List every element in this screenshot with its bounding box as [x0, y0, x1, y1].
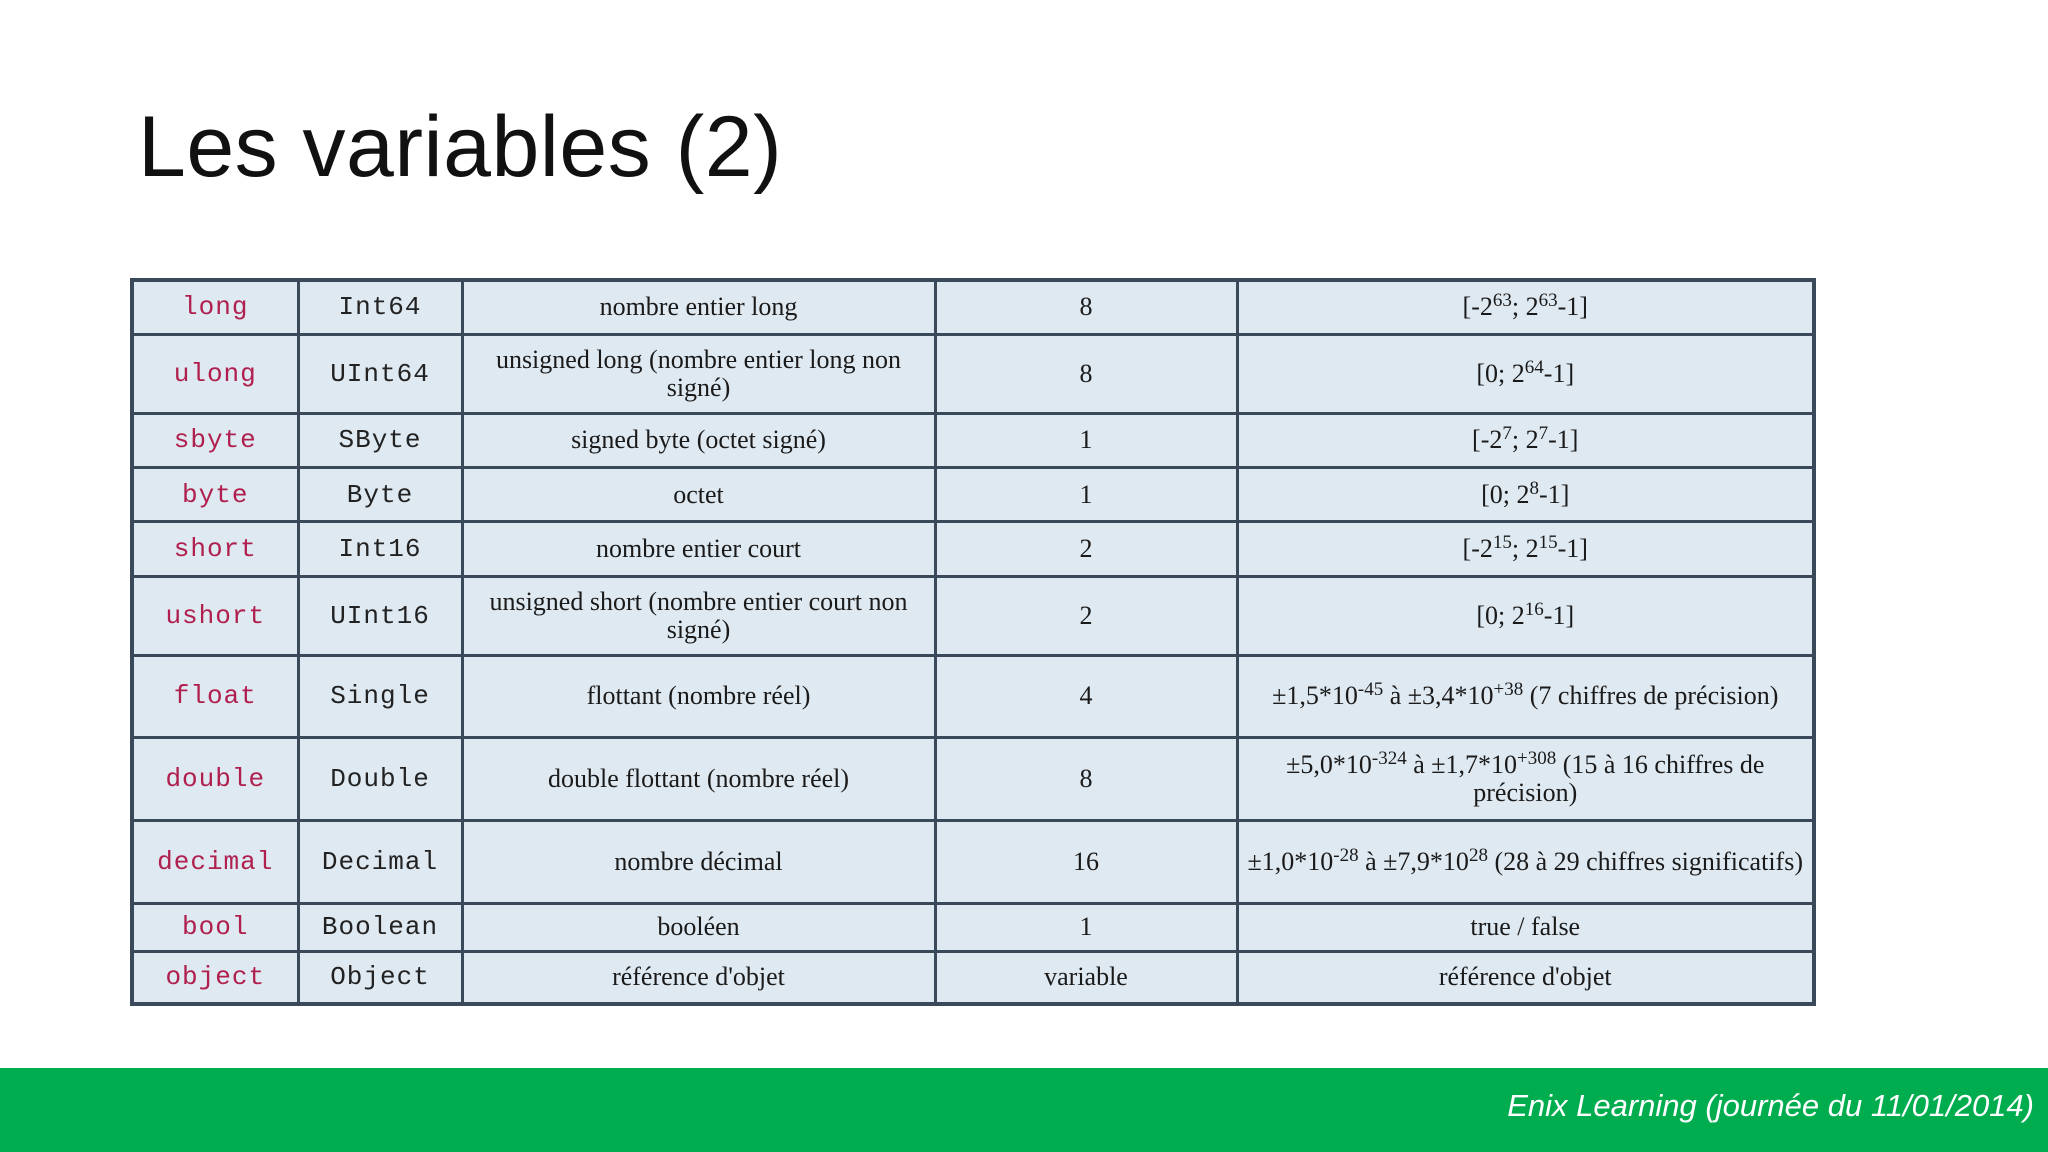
range-text: -1] [1539, 479, 1570, 509]
table-row [132, 903, 1814, 951]
range-cell [1237, 903, 1814, 951]
range-exponent: +308 [1517, 748, 1557, 770]
size-cell: 4 [935, 655, 1237, 738]
clr-type-cell: Single [298, 655, 462, 738]
clr-type-cell: Int64 [298, 280, 462, 334]
clr-type-cell: Byte [298, 468, 462, 522]
range-text: [-2 [1462, 292, 1493, 322]
table-row [132, 951, 1814, 1004]
range-exponent: 15 [1492, 532, 1512, 554]
range-exponent: 63 [1492, 290, 1512, 312]
range-text: (7 chiffres de précision) [1523, 681, 1779, 711]
keyword-cell: bool [132, 903, 298, 951]
range-text: [0; 2 [1481, 479, 1530, 509]
keyword-cell: ushort [132, 576, 298, 655]
range-text: [0; 2 [1476, 600, 1525, 630]
size-cell: 1 [935, 903, 1237, 951]
table-row [132, 576, 1814, 655]
clr-type-cell: UInt16 [298, 576, 462, 655]
range-text: à ±1,7*10 [1406, 750, 1518, 780]
footer-bar [0, 1068, 2048, 1152]
description-cell: signed byte (octet signé) [462, 413, 935, 467]
range-text: -1] [1557, 534, 1588, 564]
range-cell [1237, 951, 1814, 1004]
table-row [132, 820, 1814, 903]
range-exponent: -45 [1357, 679, 1384, 701]
types-table-container [130, 278, 1812, 1006]
range-text: ; 2 [1511, 534, 1539, 564]
table-row [132, 522, 1814, 576]
range-cell [1237, 576, 1814, 655]
range-exponent: 63 [1538, 290, 1558, 312]
keyword-cell: ulong [132, 334, 298, 413]
keyword-cell: short [132, 522, 298, 576]
description-cell: unsigned long (nombre entier long non signé) [462, 334, 935, 413]
range-exponent: -324 [1371, 748, 1407, 770]
range-cell [1237, 522, 1814, 576]
description-cell: nombre décimal [462, 820, 935, 903]
size-cell: 2 [935, 576, 1237, 655]
range-cell [1237, 655, 1814, 738]
range-cell [1237, 280, 1814, 334]
range-exponent: 16 [1524, 598, 1544, 620]
keyword-cell: long [132, 280, 298, 334]
range-text: ±1,0*10 [1247, 846, 1334, 876]
description-cell: octet [462, 468, 935, 522]
range-text: ; 2 [1511, 292, 1539, 322]
footer-text: Enix Learning (journée du 11/01/2014) [1507, 1088, 2034, 1123]
range-cell [1237, 413, 1814, 467]
size-cell: 1 [935, 413, 1237, 467]
clr-type-cell: SByte [298, 413, 462, 467]
range-text: true / false [1470, 912, 1581, 942]
range-exponent: 8 [1529, 477, 1540, 499]
range-text: -1] [1543, 358, 1575, 388]
range-cell [1237, 820, 1814, 903]
description-cell: nombre entier long [462, 280, 935, 334]
clr-type-cell: Int16 [298, 522, 462, 576]
table-row [132, 334, 1814, 413]
table-row [132, 655, 1814, 738]
size-cell: 8 [935, 738, 1237, 821]
clr-type-cell: Double [298, 738, 462, 821]
keyword-cell: double [132, 738, 298, 821]
size-cell: 8 [935, 280, 1237, 334]
table-row [132, 280, 1814, 334]
size-cell: 8 [935, 334, 1237, 413]
description-cell: unsigned short (nombre entier court non signé) [462, 576, 935, 655]
types-table [130, 278, 1816, 1006]
range-text: -1] [1557, 292, 1588, 322]
types-table-body [132, 280, 1814, 1004]
keyword-cell: float [132, 655, 298, 738]
range-exponent: 7 [1538, 423, 1549, 445]
table-row [132, 413, 1814, 467]
description-cell: booléen [462, 903, 935, 951]
range-text: [-2 [1462, 534, 1493, 564]
range-text: référence d'objet [1438, 962, 1612, 992]
range-text: ±5,0*10 [1286, 750, 1372, 780]
range-text: -1] [1543, 600, 1575, 630]
range-text: ±1,5*10 [1272, 681, 1358, 711]
keyword-cell: sbyte [132, 413, 298, 467]
range-text: -1] [1548, 425, 1579, 455]
range-text: [-2 [1472, 425, 1503, 455]
range-text: à ±3,4*10 [1383, 681, 1494, 711]
clr-type-cell: Boolean [298, 903, 462, 951]
range-cell [1237, 738, 1814, 821]
size-cell: variable [935, 951, 1237, 1004]
clr-type-cell: Decimal [298, 820, 462, 903]
description-cell: flottant (nombre réel) [462, 655, 935, 738]
range-text: ; 2 [1511, 425, 1539, 455]
description-cell: référence d'objet [462, 951, 935, 1004]
size-cell: 2 [935, 522, 1237, 576]
clr-type-cell: UInt64 [298, 334, 462, 413]
range-text: (28 à 29 chiffres significatifs) [1487, 846, 1803, 876]
keyword-cell: decimal [132, 820, 298, 903]
size-cell: 1 [935, 468, 1237, 522]
range-exponent: -28 [1333, 844, 1359, 866]
range-text: (15 à 16 chiffres de précision) [1473, 750, 1765, 808]
range-exponent: +38 [1493, 679, 1524, 701]
size-cell: 16 [935, 820, 1237, 903]
description-cell: double flottant (nombre réel) [462, 738, 935, 821]
table-row [132, 738, 1814, 821]
clr-type-cell: Object [298, 951, 462, 1004]
range-exponent: 15 [1538, 532, 1558, 554]
range-text: à ±7,9*10 [1358, 846, 1469, 876]
keyword-cell: byte [132, 468, 298, 522]
description-cell: nombre entier court [462, 522, 935, 576]
range-exponent: 7 [1502, 423, 1512, 445]
slide-title: Les variables (2) [138, 99, 783, 195]
table-row [132, 468, 1814, 522]
range-exponent: 64 [1524, 356, 1544, 378]
range-cell [1237, 334, 1814, 413]
keyword-cell: object [132, 951, 298, 1004]
range-text: [0; 2 [1476, 358, 1525, 388]
range-cell [1237, 468, 1814, 522]
range-exponent: 28 [1468, 844, 1488, 866]
